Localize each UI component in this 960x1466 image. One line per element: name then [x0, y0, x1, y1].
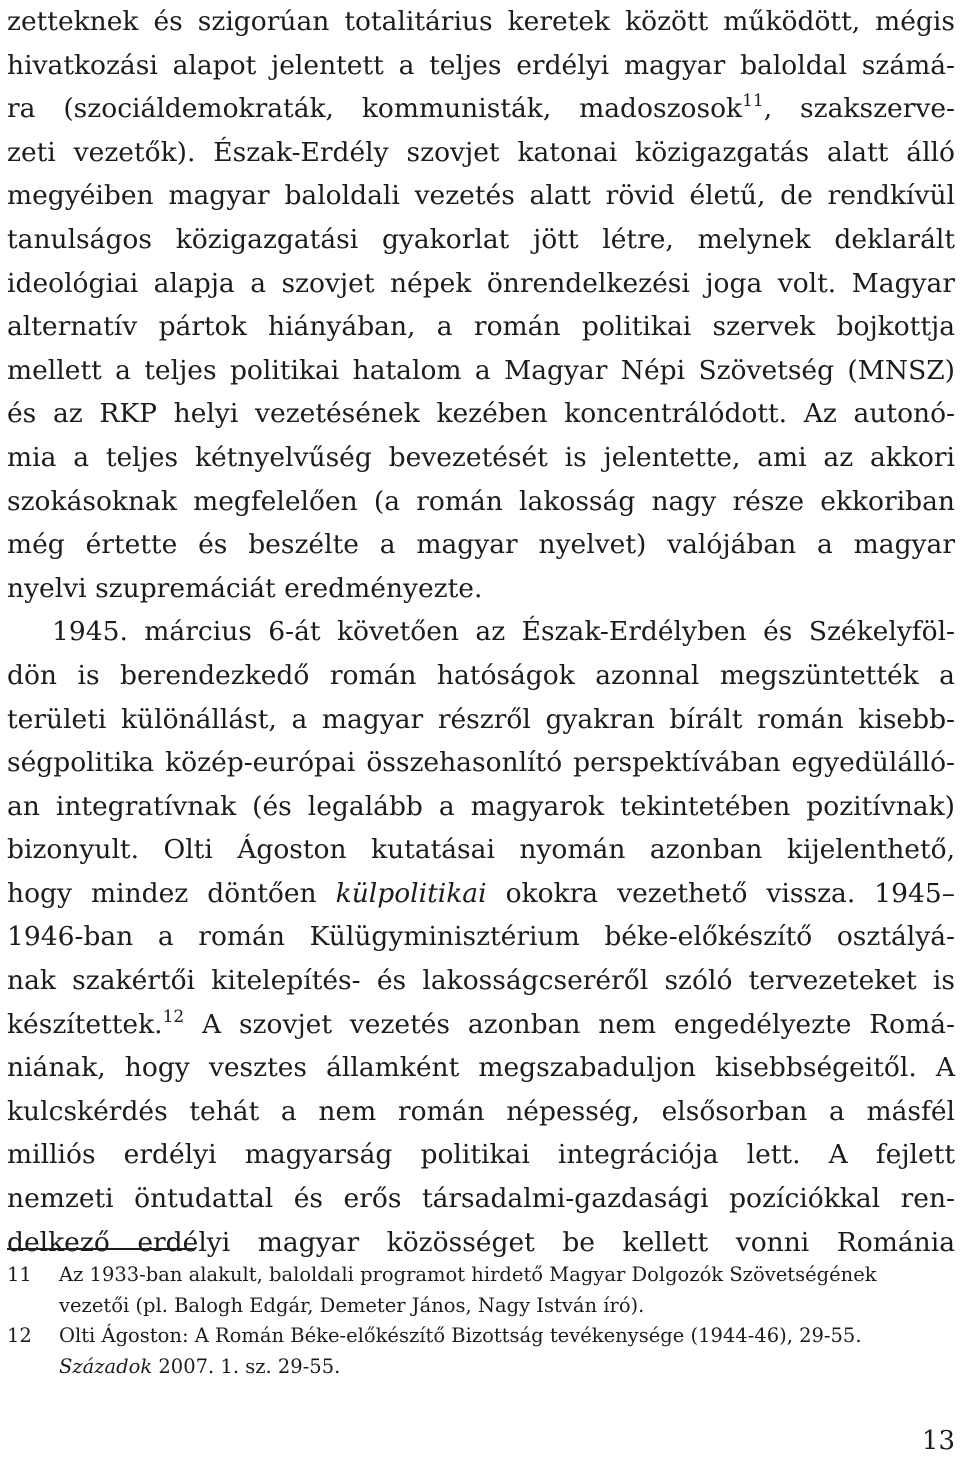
text-line: kulcskérdés tehát a nem román népesség, elsősorban a másfél [7, 1095, 955, 1127]
text-line: delkező erdélyi magyar közösséget be kellett vonni Románia [7, 1226, 955, 1258]
footnotes [7, 1260, 955, 1382]
text-line: nyelvi szupremáciát eredményezte. [7, 572, 483, 604]
text-span: okokra vezethető vissza. 1945– [486, 877, 955, 909]
text-span: , szakszerve- [763, 93, 955, 125]
text-line: niának, hogy vesztes államként megszabaduljon kisebbségeitől. A [7, 1052, 955, 1084]
text-line: bizonyult. Olti Ágoston kutatásai nyomán azonban kijelenthető, [7, 834, 955, 866]
footnote-11 [7, 1260, 955, 1291]
text-line: zeti vezetők). Észak-Erdély szovjet katonai közigazgatás alatt álló [7, 136, 955, 168]
text-line: tanulságos közigazgatási gyakorlat jött létre, melynek deklarált [7, 223, 955, 255]
text-line: ségpolitika közép-európai összehasonlító perspektívában egyedülálló- [7, 747, 955, 779]
footnote-continuation: vezetői (pl. Balogh Edgár, Demeter János, Nagy István író). [59, 1293, 645, 1317]
footnote-number: 11 [7, 1263, 32, 1286]
text-line: alternatív pártok hiányában, a román politikai szervek bojkottja [7, 311, 955, 343]
footnote-ref-11[interactable]: 11 [742, 91, 764, 112]
footnote-continuation [7, 1352, 955, 1383]
footnote-number: 12 [7, 1324, 32, 1347]
text-span: ra (szociáldemokraták, kommunisták, madoszosok [7, 93, 743, 125]
footnote-text: Az 1933-ban alakult, baloldali programot hirdető Magyar Dolgozók Szövetségének [59, 1263, 877, 1286]
journal-title: Századok [59, 1354, 153, 1378]
paragraph-start-line: 1945. március 6-át követően az Észak-Erdélyben és Székelyföl- [52, 616, 955, 648]
text-line: még értette és beszélte a magyar nyelvet) valójában a magyar [7, 529, 955, 561]
text-line: területi különállást, a magyar részről gyakran bírált román kisebb- [7, 703, 955, 735]
text-line: hivatkozási alapot jelentett a teljes erdélyi magyar baloldal számá- [7, 49, 955, 81]
text-line [7, 87, 955, 131]
text-line: és az RKP helyi vezetésének kezében koncentrálódott. Az autonó- [7, 398, 955, 430]
text-line: zetteknek és szigorúan totalitárius keretek között működött, mégis [7, 6, 955, 37]
text-line: 1946-ban a román Külügyminisztérium béke-előkészítő osztályá- [7, 921, 955, 953]
text-line: ideológiai alapja a szovjet népek önrendelkezési joga volt. Magyar [7, 267, 955, 299]
italic-term: külpolitikai [335, 877, 487, 909]
text-line: mellett a teljes politikai hatalom a Magyar Népi Szövetség (MNSZ) [7, 354, 955, 386]
text-line: dön is berendezkedő román hatóságok azonnal megszüntették a [7, 659, 955, 691]
text-line: milliós erdélyi magyarság politikai integrációja lett. A fejlett [7, 1139, 955, 1171]
footnote-12 [7, 1321, 955, 1352]
text-line: nak szakértői kitelepítés- és lakosságcseréről szóló tervezeteket is [7, 965, 955, 997]
body-text [7, 0, 955, 1264]
text-line: megyéiben magyar baloldali vezetés alatt rövid életű, de rendkívül [7, 180, 955, 212]
text-span: A szovjet vezetés azonban nem engedélyezte Romá- [184, 1008, 955, 1040]
page-number: 13 [921, 1426, 955, 1456]
text-line [7, 1003, 955, 1047]
footnote-ref-12[interactable]: 12 [162, 1006, 185, 1027]
footnote-text: 2007. 1. sz. 29-55. [152, 1354, 341, 1378]
text-line: szokásoknak megfelelően (a román lakosság nagy része ekkoriban [7, 485, 955, 517]
text-line: mia a teljes kétnyelvűség bevezetését is jelentette, ami az akkori [7, 441, 955, 473]
text-span: készítettek. [7, 1008, 163, 1040]
footnote-divider [7, 1248, 195, 1250]
text-line: nemzeti öntudattal és erős társadalmi-gazdasági pozíciókkal ren- [7, 1183, 955, 1215]
text-line [7, 872, 955, 916]
footnote-text: Olti Ágoston: A Román Béke-előkészítő Bizottság tevékenysége (1944-46), 29-55. [59, 1324, 862, 1347]
text-span: hogy mindez döntően [7, 877, 336, 909]
text-line: an integratívnak (és legalább a magyarok tekintetében pozitívnak) [7, 790, 955, 822]
